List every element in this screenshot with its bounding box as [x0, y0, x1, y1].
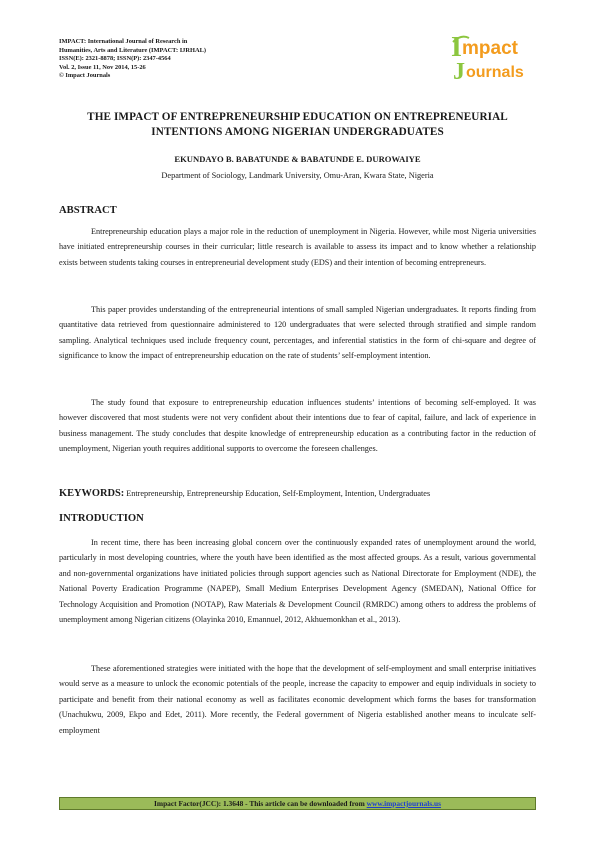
- paper-title: THE IMPACT OF ENTREPRENEURSHIP EDUCATION ON ENTREPRENEURIAL INTENTIONS AMONG NIGERIAN UNDERGRADUATES: [87, 111, 508, 138]
- abstract-paragraph-2: This paper provides understanding of the entrepreneurial intentions of small sampled Nigerian undergraduates. It reports finding from quantitative data retrieved from questionnaire administered to 120 undergraduates that were selected through stratified and simple random sampling. Analytical techniques used include frequency count, percentages, and inferential statistics in the form of chi-square and degree of significance to know the impact of entrepreneurship education on the rate of students’ self-employment intention.: [59, 305, 536, 361]
- paper-authors: EKUNDAYO B. BABATUNDE & BABATUNDE E. DUROWAIYE: [174, 154, 421, 164]
- keywords-text: Entrepreneurship, Entrepreneurship Education, Self-Employment, Intention, Undergraduates: [124, 489, 431, 498]
- logo-word-ournals: ournals: [466, 64, 524, 81]
- keywords: [59, 488, 536, 499]
- logo-letter-j: J: [453, 59, 465, 85]
- journal-info-line: IMPACT: International Journal of Research in: [59, 38, 188, 45]
- journal-info: [59, 38, 359, 81]
- abstract-heading: ABSTRACT: [59, 205, 117, 216]
- logo-letter-i: I: [451, 32, 462, 63]
- footer-text: Impact Factor(JCC): 1.3648 - This article can be downloaded from: [154, 799, 367, 808]
- abstract-paragraph-3: The study found that exposure to entrepreneurship education influences students’ intentions of becoming self-employed. It was however discovered that most students were not very confident about their intentions due to fear of capital, failure, and lack of experience in business management. The study concludes that despite knowledge of entrepreneurship education as a contributing factor in the reduction of unemployment, Nigerian youth requires additional supports to overcome the foreseen challenges.: [59, 398, 536, 454]
- journal-info-line: © Impact Journals: [59, 72, 111, 80]
- introduction-paragraph-1: In recent time, there has been increasing global concern over the continuously expanded rates of unemployment around the world, particularly in most developing countries, where the youth have been identified as the most affected groups. As a result, various governmental and non-governmental organizations have initiated policies through support agencies such as National Directorate for Employment (NDE), the National Poverty Eradication Programme (NAPEP), Small Medium Enterprises Development Agency (SMEDAN), National Office for Technology Acquisition and Promotion (NOTAP), Raw Materials & Development Council (RMRDC) among others to address the problems of unemployment among Nigerian citizens (Olayinka 2010, Emannuel, 2012, Akhuemonkhan et al., 2013).: [59, 538, 536, 625]
- introduction-paragraph-2: These aforementioned strategies were initiated with the hope that the development of self-employment and small enterprise initiatives would serve as a measure to unlock the economic potentials of the people, increase the capacity to empower and equip individuals in society to participate and benefit from their national economy as well as facilitates economic development which forms the bases for transformation (Unachukwu, 2009, Ekpo and Edet, 2011). More recently, the Federal government of Nigeria established another means to inculcate self-employment: [59, 664, 536, 735]
- introduction-heading: INTRODUCTION: [59, 513, 144, 524]
- journal-info-line: ISSN(E): 2321-8878; ISSN(P): 2347-4564: [59, 55, 171, 63]
- footer-link[interactable]: www.impactjournals.us: [366, 799, 441, 808]
- abstract-paragraph-1: Entrepreneurship education plays a major role in the reduction of unemployment in Nigeria. However, while most Nigeria universities have initiated entrepreneurship courses in their curricular; little research is available to assess its impact and to know whether a relationship exists between students taking courses in entrepreneurial development study (EDS) and their intention of becoming entrepreneurs.: [59, 227, 536, 267]
- paper-affiliation: Department of Sociology, Landmark University, Omu-Aran, Kwara State, Nigeria: [161, 171, 434, 180]
- footer-bar: [59, 797, 536, 810]
- journal-info-line: Humanities, Arts and Literature (IMPACT: IJRHAL): [59, 46, 206, 54]
- logo-word-mpact: mpact: [462, 38, 518, 59]
- keywords-label: KEYWORDS:: [59, 488, 125, 499]
- journal-info-line: Vol. 2, Issue 11, Nov 2014, 15-26: [59, 63, 146, 71]
- impact-journals-logo: [447, 32, 553, 86]
